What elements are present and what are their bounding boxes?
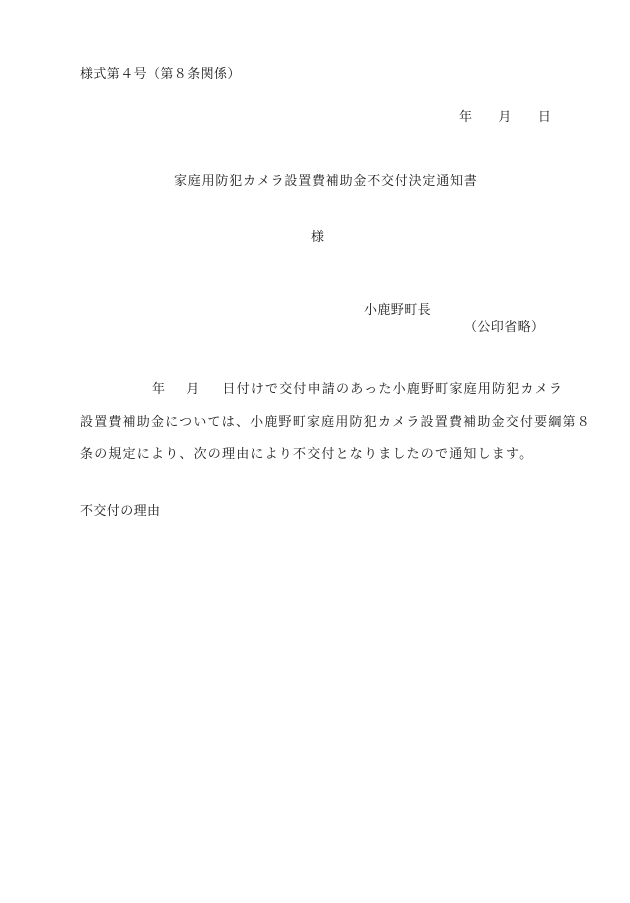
form-number: 様式第４号（第８条関係）	[80, 67, 241, 82]
body-year-label: 年	[152, 382, 167, 397]
date-month-label: 月	[498, 110, 512, 125]
date-line	[459, 111, 551, 124]
body-line-1-text: 日付けで交付申請のあった小鹿野町家庭用防犯カメラ	[222, 382, 564, 397]
addressee-suffix: 様	[311, 230, 325, 245]
date-day-label: 日	[537, 110, 552, 125]
document-title: 家庭用防犯カメラ設置費補助金不交付決定通知書	[174, 174, 478, 189]
seal-note: （公印省略）	[464, 320, 545, 335]
body-paragraph-line-1	[152, 383, 563, 396]
issuer-name: 小鹿野町長	[364, 303, 432, 318]
body-paragraph-line-2: 設置費補助金については、小鹿野町家庭用防犯カメラ設置費補助金交付要綱第８	[80, 415, 591, 430]
body-paragraph-line-3: 条の規定により、次の理由により不交付となりましたので通知します。	[80, 447, 534, 462]
date-year-label: 年	[459, 110, 473, 125]
reason-heading: 不交付の理由	[80, 504, 161, 519]
body-month-label: 月	[186, 382, 201, 397]
